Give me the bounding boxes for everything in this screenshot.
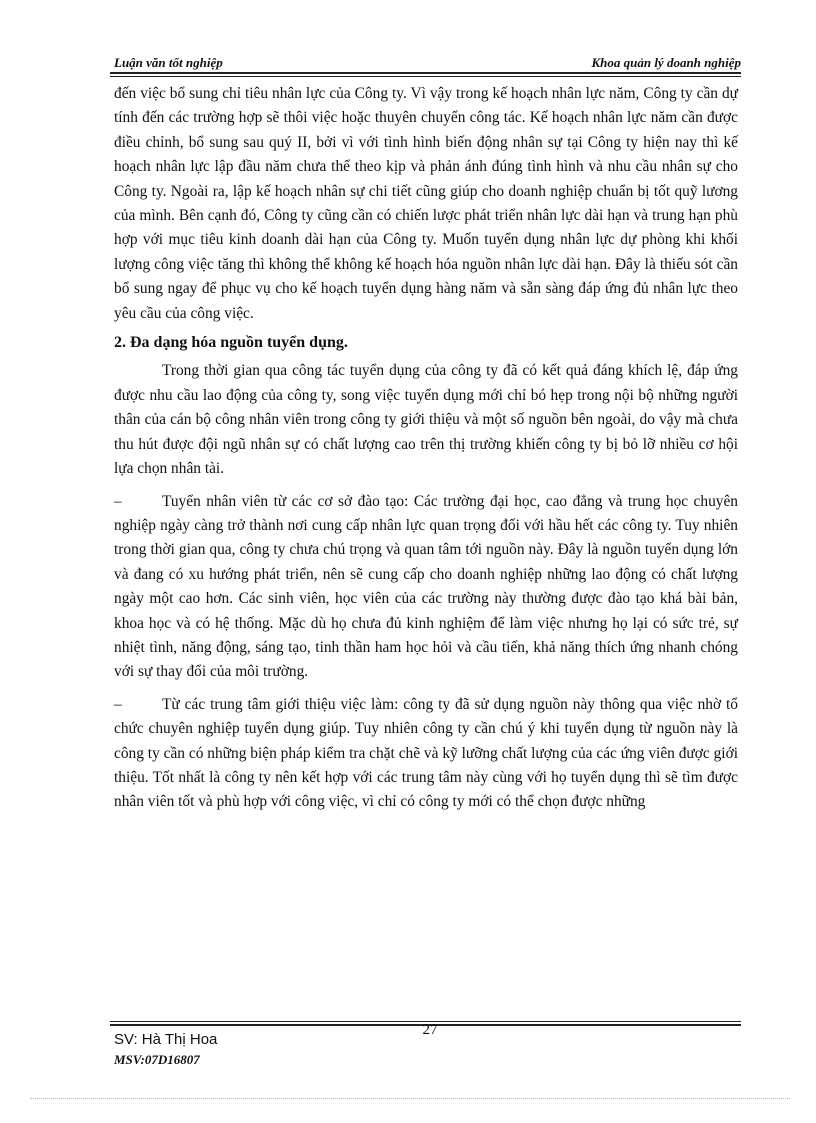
bullet-dash: – bbox=[114, 695, 122, 713]
header-rule-thin bbox=[110, 76, 741, 77]
header-faculty-label: Khoa quản lý doanh nghiệp bbox=[591, 55, 741, 70]
document-body bbox=[114, 82, 738, 815]
paragraph-intro: Trong thời gian qua công tác tuyển dụng của công ty đã có kết quả đáng khích lệ, đáp ứng được nhu cầu lao động của công ty, song việc tuyển dụng mới chỉ bó hẹp trong nội bộ những người thân của cán bộ công nhân viên trong công ty giới thiệu và một số nguồn bên ngoài, do vậy mà chưa thu hút được đội ngũ nhân sự có chất lượng cao trên thị trường khiến công ty bị bỏ lỡ nhiều cơ hội lựa chọn nhân tài. bbox=[114, 362, 738, 478]
page-number: 27 bbox=[422, 1022, 438, 1038]
header-thesis-label: Luận văn tốt nghiệp bbox=[114, 55, 223, 70]
section-heading: 2. Đa dạng hóa nguồn tuyển dụng. bbox=[114, 334, 348, 352]
page-bottom-dotted-line bbox=[30, 1098, 790, 1099]
footer-student-name: SV: Hà Thị Hoa bbox=[114, 1031, 218, 1048]
bullet-item-job-centers bbox=[114, 693, 738, 815]
bullet-text: Từ các trung tâm giới thiệu việc làm: công ty đã sử dụng nguồn này thông qua việc nhờ tổ chức chuyên nghiệp tuyển dụng giúp. Tuy nhiên công ty cần chú ý khi tuyển dụng từ nguồn này là công ty cần có những biện pháp kiểm tra chặt chẽ và kỹ lưỡng chất lượng của các ứng viên được giới thiệu. Tốt nhất là công ty nên kết hợp với các trung tâm này cùng với họ tuyển dụng thì sẽ tìm được nhân viên tốt và phù hợp với công việc, vì chỉ có công ty mới có thể chọn được những bbox=[114, 695, 738, 811]
header-rule-thick bbox=[110, 72, 741, 74]
footer-student-id: MSV:07D16807 bbox=[114, 1052, 200, 1067]
bullet-item-training-institutions bbox=[114, 490, 738, 685]
paragraph-continuation: đến việc bổ sung chỉ tiêu nhân lực của Công ty. Vì vậy trong kế hoạch nhân lực năm, Công ty cần dự tính đến các trường hợp sẽ thôi việc hoặc thuyên chuyển công tác. Kế hoạch nhân lực năm cần được điều chỉnh, bổ sung sau quý II, bởi vì với tình hình biến động nhân sự tại Công ty hiện nay thì kế hoạch nhân lực lập đầu năm chưa thể theo kịp và phản ánh đúng tình hình và nhu cầu nhân sự cho Công ty. Ngoài ra, lập kế hoạch nhân sự chi tiết cũng giúp cho doanh nghiệp chuẩn bị tốt quỹ lương của mình. Bên cạnh đó, Công ty cũng cần có chiến lược phát triển nhân lực dài hạn và trung hạn phù hợp với mục tiêu kinh doanh dài hạn của Công ty. Muốn tuyển dụng nhân lực dự phòng khi khối lượng công việc tăng thì không thể không kế hoạch hóa nguồn nhân lực dài hạn. Đây là thiếu sót cần bổ sung ngay để phục vụ cho kế hoạch tuyển dụng hàng năm và sẵn sàng đáp ứng đủ nhân lực theo yêu cầu của công việc. bbox=[114, 85, 738, 322]
bullet-text: Tuyển nhân viên từ các cơ sở đào tạo: Các trường đại học, cao đẳng và trung học chuyên nghiệp ngày càng trở thành nơi cung cấp nhân lực quan trọng đối với hầu hết các công ty. Tuy nhiên trong thời gian qua, công ty chưa chú trọng và quan tâm tới nguồn này. Đây là nguồn tuyển dụng lớn và đang có xu hướng phát triển, nên sẽ cung cấp cho doanh nghiệp những lao động có chất lượng ngày một cao hơn. Các sinh viên, học viên của các trường này thường được đào tạo khá bài bản, khoa học và có hệ thống. Mặc dù họ chưa đủ kinh nghiệm để làm việc nhưng họ lại có sức trẻ, sự nhiệt tình, năng động, sáng tạo, tinh thần ham học hỏi và cầu tiến, khả năng thích ứng nhanh chóng với sự thay đổi của môi trường. bbox=[114, 492, 738, 681]
bullet-dash: – bbox=[114, 492, 122, 510]
